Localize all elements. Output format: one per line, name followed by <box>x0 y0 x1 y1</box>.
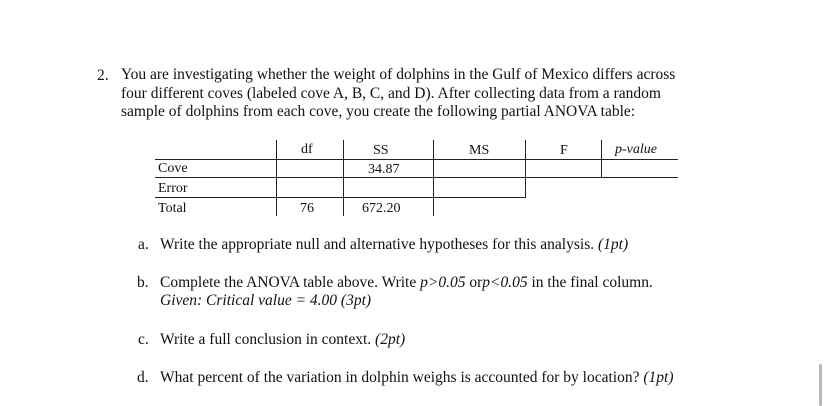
row-label-cove: Cove <box>158 161 188 176</box>
part-b-option-2: p<0.05 <box>482 274 528 291</box>
part-d-prompt: What percent of the variation in dolphin weighs is accounted for by location? <box>160 369 640 386</box>
table-row-rule-2 <box>155 197 526 198</box>
question-stem-line-1: You are investigating whether the weight of dolphins in the Gulf of Mexico differs across <box>121 66 676 83</box>
part-b-prompt-2: in the final column. <box>531 274 653 291</box>
part-a-letter: a. <box>138 236 149 253</box>
part-c-text <box>160 331 405 349</box>
part-b-text <box>160 274 653 292</box>
table-divider-2 <box>343 140 344 216</box>
question-stem-line-2: four different coves (labeled cove A, B, C, and D). After collecting data from a random <box>121 84 661 102</box>
total-df-value: 76 <box>300 201 314 216</box>
part-d-letter: d. <box>137 369 149 386</box>
part-b-letter: b. <box>137 274 149 291</box>
header-pvalue: p-value <box>615 142 657 157</box>
part-c-points: (2pt) <box>375 331 406 348</box>
table-divider-3 <box>433 140 434 216</box>
header-ms: MS <box>469 143 490 158</box>
part-a-prompt: Write the appropriate null and alternative hypotheses for this analysis. <box>160 236 595 253</box>
table-divider-5 <box>601 140 602 178</box>
header-f: F <box>560 143 568 158</box>
scrollbar-thumb[interactable] <box>819 364 822 406</box>
part-c-letter: c. <box>138 331 149 348</box>
part-b-or: or <box>469 274 483 291</box>
table-divider-1 <box>276 140 277 216</box>
table-header-rule <box>155 159 678 160</box>
part-b-prompt-1: Complete the ANOVA table above. Write <box>160 274 417 291</box>
question-number: 2. <box>97 67 109 84</box>
row-label-error: Error <box>158 181 188 196</box>
header-ss: SS <box>373 143 389 158</box>
part-b-option-1: p>0.05 <box>420 274 466 291</box>
question-stem-line-3: sample of dolphins from each cove, you create the following partial ANOVA table: <box>121 103 636 120</box>
question-stem <box>121 66 721 122</box>
part-d-points: (1pt) <box>643 369 674 386</box>
part-a-points: (1pt) <box>597 236 629 253</box>
table-row-rule-1 <box>155 177 678 178</box>
header-df: df <box>301 142 313 157</box>
part-b-given: Given: Critical value = 4.00 (3pt) <box>160 292 372 309</box>
row-label-total: Total <box>158 201 187 216</box>
part-a-text <box>160 236 628 254</box>
part-c-prompt: Write a full conclusion in context. <box>160 331 372 348</box>
total-ss-value: 672.20 <box>362 201 401 216</box>
cove-ss-value: 34.87 <box>368 162 400 177</box>
part-d-text <box>160 369 674 387</box>
table-divider-4 <box>525 140 526 198</box>
